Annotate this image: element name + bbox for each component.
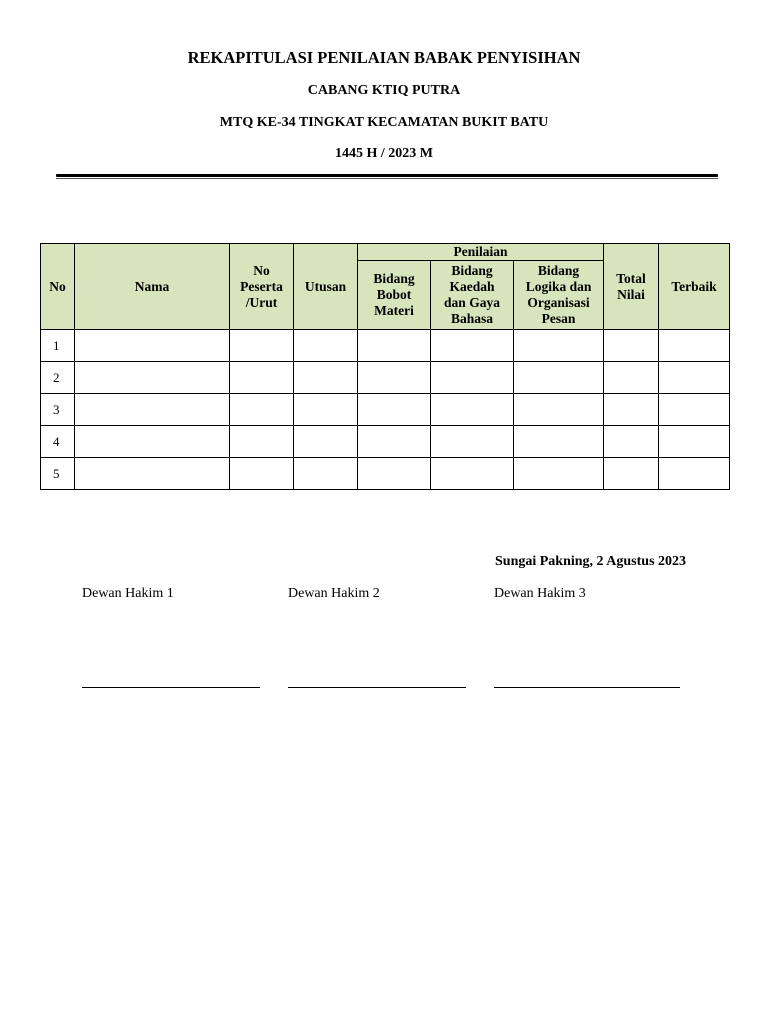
table-cell <box>604 394 659 426</box>
header-divider-thin <box>56 178 718 179</box>
table-cell <box>75 362 230 394</box>
row-number: 4 <box>41 426 75 458</box>
judge-1-label: Dewan Hakim 1 <box>82 586 174 601</box>
table-cell <box>514 394 604 426</box>
col-header-nama: Nama <box>75 244 230 330</box>
branch-subtitle: CABANG KTIQ PUTRA <box>307 83 461 98</box>
row-number: 1 <box>41 330 75 362</box>
table-cell <box>358 330 431 362</box>
year-subtitle: 1445 H / 2023 M <box>335 146 433 161</box>
judge-1-signature-line <box>82 687 260 688</box>
score-table <box>40 243 730 490</box>
table-cell <box>358 362 431 394</box>
table-cell <box>514 362 604 394</box>
table-row <box>41 458 730 490</box>
table-cell <box>75 426 230 458</box>
table-cell <box>294 330 358 362</box>
col-header-utusan: Utusan <box>294 244 358 330</box>
table-cell <box>358 458 431 490</box>
col-header-no: No <box>41 244 75 330</box>
judge-3-label: Dewan Hakim 3 <box>494 586 586 601</box>
judge-3-signature-line <box>494 687 680 688</box>
table-cell <box>431 458 514 490</box>
document-title: REKAPITULASI PENILAIAN BABAK PENYISIHAN <box>187 48 581 67</box>
table-cell <box>294 394 358 426</box>
table-row <box>41 330 730 362</box>
table-cell <box>604 458 659 490</box>
table-cell <box>659 426 730 458</box>
table-cell <box>604 426 659 458</box>
table-cell <box>659 330 730 362</box>
table-cell <box>75 458 230 490</box>
table-cell <box>230 426 294 458</box>
table-cell <box>230 362 294 394</box>
table-cell <box>431 426 514 458</box>
row-number: 5 <box>41 458 75 490</box>
header-divider <box>56 174 718 177</box>
table-cell <box>294 458 358 490</box>
table-cell <box>358 426 431 458</box>
table-cell <box>75 394 230 426</box>
table-cell <box>604 362 659 394</box>
place-date: Sungai Pakning, 2 Agustus 2023 <box>495 554 687 569</box>
col-header-bidang-kaedah: Bidang Kaedah dan Gaya Bahasa <box>431 261 514 330</box>
table-row <box>41 362 730 394</box>
table-cell <box>294 362 358 394</box>
table-cell <box>294 426 358 458</box>
judge-2-signature-line <box>288 687 466 688</box>
col-header-bidang-bobot: Bidang Bobot Materi <box>358 261 431 330</box>
col-header-no-peserta: No Peserta /Urut <box>230 244 294 330</box>
table-row <box>41 394 730 426</box>
table-cell <box>604 330 659 362</box>
table-cell <box>514 426 604 458</box>
table-cell <box>514 330 604 362</box>
table-cell <box>431 330 514 362</box>
table-cell <box>659 362 730 394</box>
table-cell <box>358 394 431 426</box>
table-cell <box>230 458 294 490</box>
event-subtitle: MTQ KE-34 TINGKAT KECAMATAN BUKIT BATU <box>219 115 549 130</box>
table-cell <box>230 330 294 362</box>
table-cell <box>659 394 730 426</box>
table-cell <box>659 458 730 490</box>
col-header-terbaik: Terbaik <box>659 244 730 330</box>
table-row <box>41 426 730 458</box>
table-cell <box>230 394 294 426</box>
table-cell <box>431 362 514 394</box>
table-cell <box>75 330 230 362</box>
col-header-total-nilai: Total Nilai <box>604 244 659 330</box>
row-number: 2 <box>41 362 75 394</box>
row-number: 3 <box>41 394 75 426</box>
col-header-bidang-logika: Bidang Logika dan Organisasi Pesan <box>514 261 604 330</box>
col-header-penilaian: Penilaian <box>358 244 604 261</box>
table-cell <box>514 458 604 490</box>
table-cell <box>431 394 514 426</box>
judge-2-label: Dewan Hakim 2 <box>288 586 380 601</box>
